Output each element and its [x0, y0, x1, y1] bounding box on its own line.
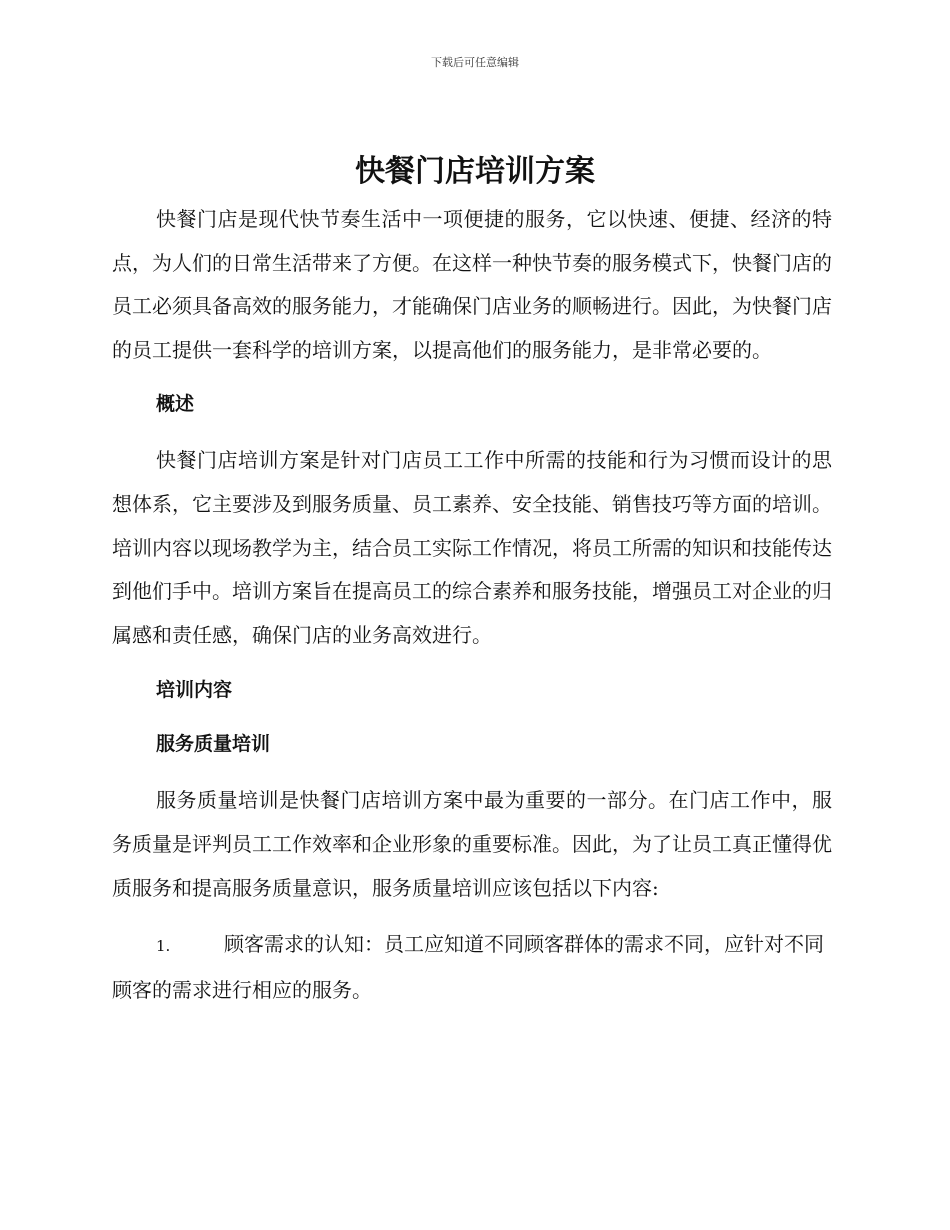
list-item-text: 顾客需求的认知：员工应知道不同顾客群体的需求不同，应针对不同顾客的需求进行相应的服务。	[112, 932, 824, 1002]
overview-paragraph: 快餐门店培训方案是针对门店员工工作中所需的技能和行为习惯而设计的思想体系，它主要涉及到服务质量、员工素养、安全技能、销售技巧等方面的培训。培训内容以现场教学为主，结合员工实际工作情况，将员工所需的知识和技能传达到他们手中。培训方案旨在提高员工的综合素养和服务技能，增强员工对企业的归属感和责任感，确保门店的业务高效进行。	[112, 448, 832, 647]
training-content-heading: 培训内容	[156, 679, 233, 702]
page-header-note: 下载后可任意编辑	[431, 56, 519, 69]
service-quality-heading: 服务质量培训	[156, 733, 271, 756]
overview-heading: 概述	[156, 393, 195, 416]
list-item-number: 1.	[156, 937, 171, 956]
intro-paragraph: 快餐门店是现代快节奏生活中一项便捷的服务，它以快速、便捷、经济的特点，为人们的日常生活带来了方便。在这样一种快节奏的服务模式下，快餐门店的员工必须具备高效的服务能力，才能确保门店业务的顺畅进行。因此，为快餐门店的员工提供一套科学的培训方案，以提高他们的服务能力，是非常必要的。	[112, 207, 832, 362]
document-title: 快餐门店培训方案	[355, 154, 595, 189]
list-item	[112, 923, 832, 1012]
service-quality-paragraph: 服务质量培训是快餐门店培训方案中最为重要的一部分。在门店工作中，服务质量是评判员工工作效率和企业形象的重要标准。因此，为了让员工真正懂得优质服务和提高服务质量意识，服务质量培训应该包括以下内容:	[112, 788, 832, 900]
document-body	[112, 198, 832, 1012]
